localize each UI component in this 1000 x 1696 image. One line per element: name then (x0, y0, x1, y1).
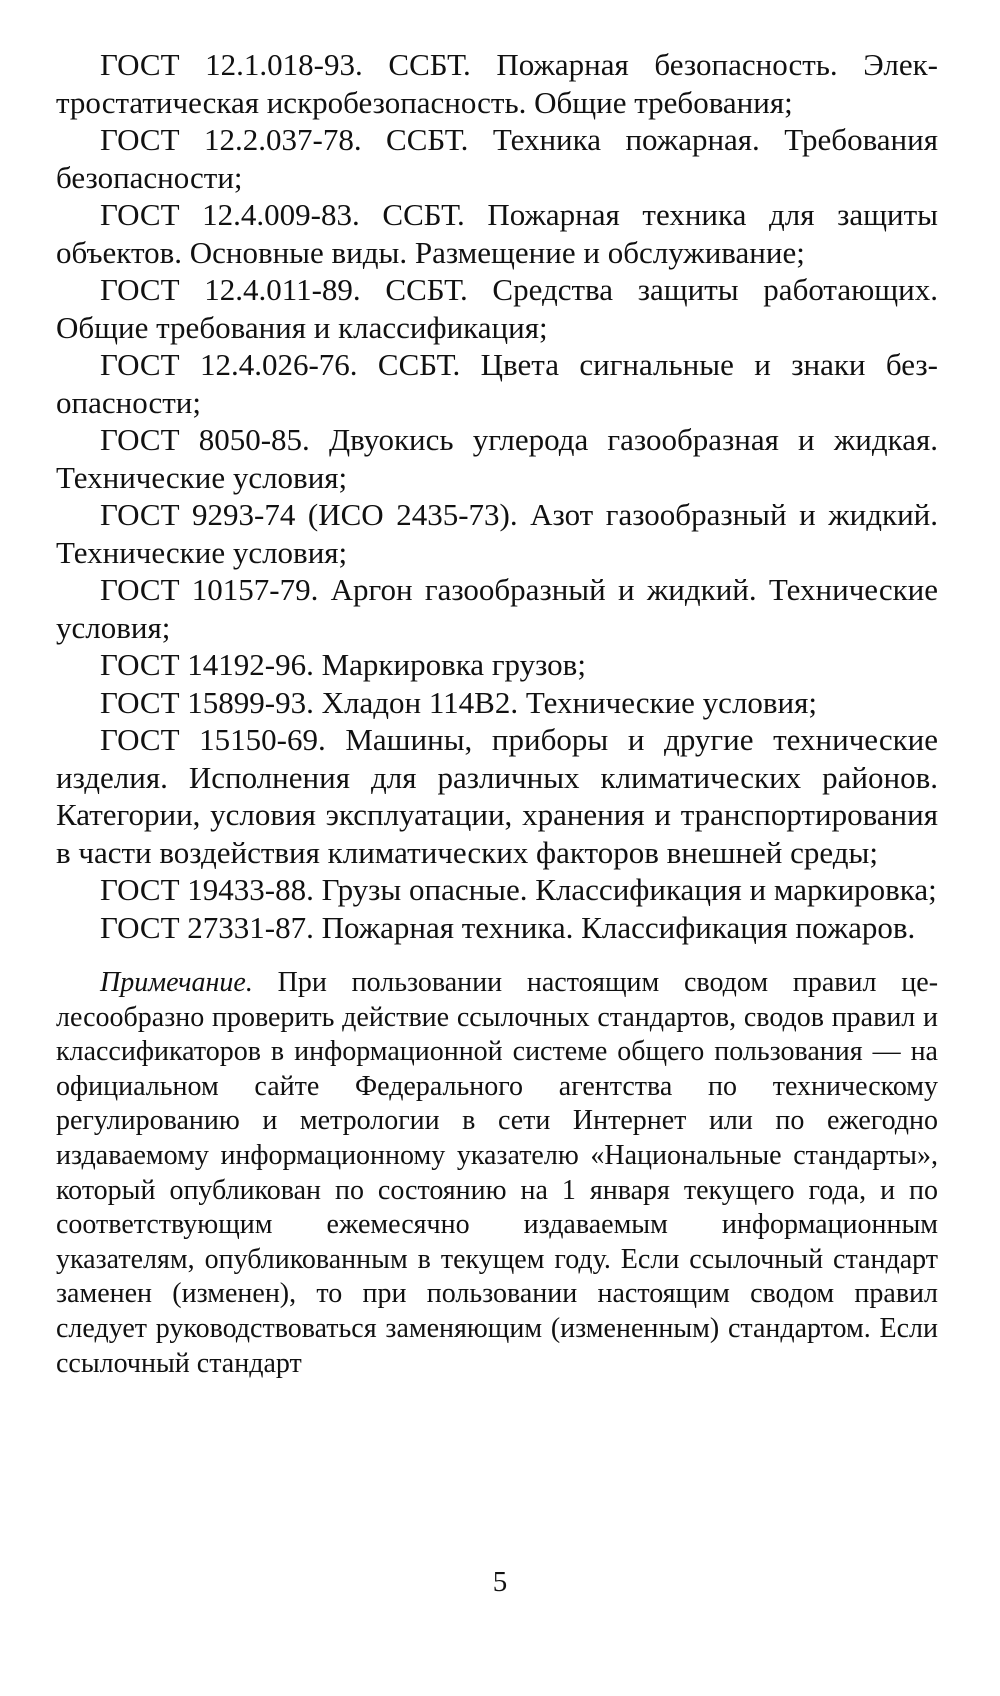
note-label: Примечание. (100, 967, 253, 998)
reference-item: ГОСТ 15899-93. Хладон 114В2. Технические условия; (100, 684, 818, 720)
reference-item: ГОСТ 19433-88. Грузы опасные. Классификация и маркировка; (100, 872, 937, 907)
reference-item: ГОСТ 12.4.009-83. ССБТ. Пожарная техника для защиты объектов. Основные виды. Размещение и обслуживание; (56, 197, 938, 270)
reference-item: ГОСТ 15150-69. Машины, приборы и другие технические изделия. Исполнения для различных климатических районов. Категории, условия эксплуатации, хранения и транспортирования в части воздействия климатических факторов внешней среды; (56, 722, 938, 870)
normative-references-list (56, 46, 938, 946)
reference-item: ГОСТ 10157-79. Аргон газообразный и жидкий. Технические условия; (56, 572, 938, 645)
reference-item: ГОСТ 12.1.018-93. ССБТ. Пожарная безопасность. Электростатическая искробезопасность. Общие требования; (56, 47, 938, 120)
reference-item: ГОСТ 12.2.037-78. ССБТ. Техника пожарная. Требования безопасности; (56, 122, 938, 195)
reference-item: ГОСТ 9293-74 (ИСО 2435-73). Азот газообразный и жидкий. Технические условия; (56, 497, 938, 570)
note-text: При пользовании настоящим сводом правил целесообразно проверить действие ссылочных стандартов, сводов правил и классификаторов в информационной системе общего пользования — на официальном сайте Федерального агентства по техническому регулированию и метрологии в сети Интернет или по ежегодно издаваемому информационному указателю «Национальные стандарты», который опубликован по состоянию на 1 января текущего года, и по соответствующим ежемесячно издаваемым информационным указателям, опубликованным в текущем году. Если ссылочный стандарт заменен (изменен), то при пользовании настоящим сводом правил следует руководствоваться заменяющим (измененным) стандартом. Если ссылочный стандарт (56, 967, 939, 1379)
reference-item: ГОСТ 12.4.011-89. ССБТ. Средства защиты работающих. Общие требования и классификация; (56, 272, 938, 345)
reference-item: ГОСТ 14192-96. Маркировка грузов; (100, 647, 586, 682)
page-number: 5 (492, 1566, 508, 1598)
note-paragraph (56, 966, 938, 1381)
reference-item: ГОСТ 8050-85. Двуокись углерода газообразная и жидкая. Технические условия; (56, 422, 938, 495)
reference-item: ГОСТ 27331-87. Пожарная техника. Классификация пожаров. (100, 909, 916, 945)
reference-item: ГОСТ 12.4.026-76. ССБТ. Цвета сигнальные и знаки безопасности; (56, 347, 938, 420)
page-content (56, 46, 938, 1409)
